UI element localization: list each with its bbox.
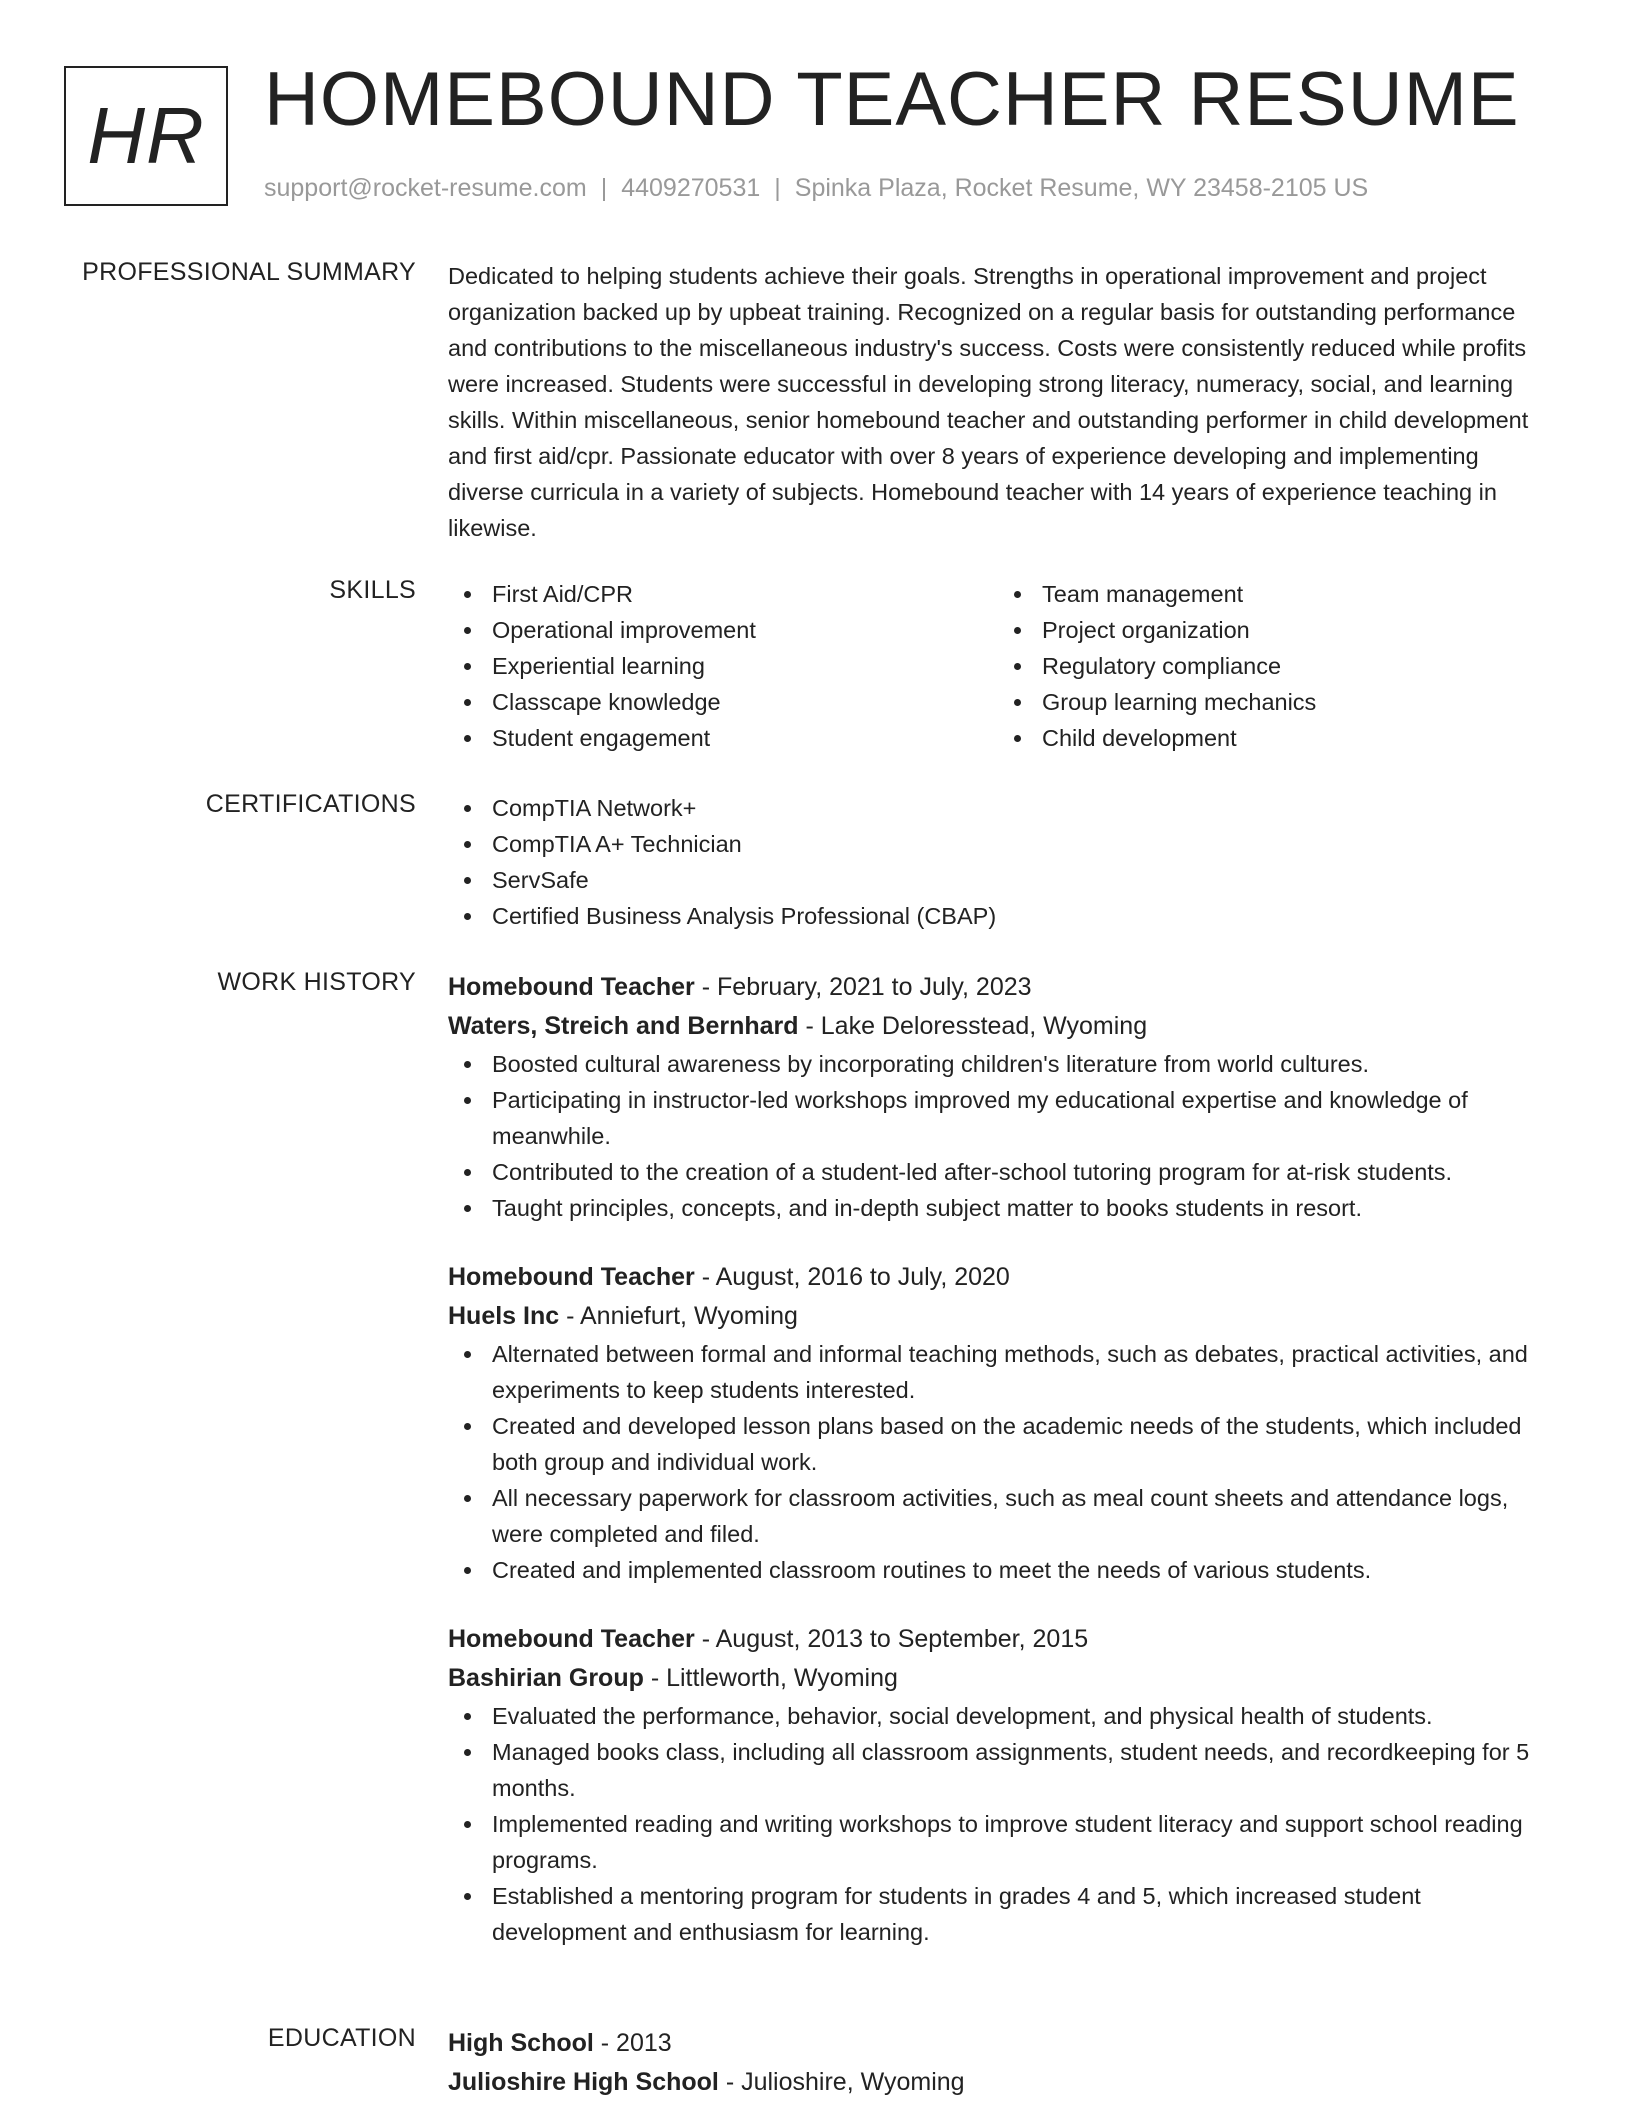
job-company-line: [448, 1659, 1556, 1698]
skill-item: Operational improvement: [448, 612, 998, 648]
job-bullet: Participating in instructor-led workshops improved my educational expertise and knowledge of meanwhile.: [448, 1082, 1556, 1154]
job-bullet: Created and developed lesson plans based on the academic needs of the students, which included both group and individual work.: [448, 1408, 1556, 1480]
job-bullet: Established a mentoring program for students in grades 4 and 5, which increased student development and enthusiasm for learning.: [448, 1878, 1556, 1950]
job-company-line: [448, 1007, 1556, 1046]
contact-separator: |: [774, 174, 781, 202]
job-company: Waters, Streich and Bernhard: [448, 1012, 799, 1040]
skill-item: Team management: [998, 576, 1548, 612]
job-location: - Lake Deloresstead, Wyoming: [798, 1012, 1148, 1040]
education-school: Julioshire High School: [448, 2068, 719, 2096]
job-dates: - February, 2021 to July, 2023: [694, 973, 1032, 1001]
certification-item: Certified Business Analysis Professional (CBAP): [448, 898, 1556, 934]
summary-text: Dedicated to helping students achieve their goals. Strengths in operational improvement and project organization backed up by upbeat training. Recognized on a regular basis for outstanding performance and contributions to the miscellaneous industry's success. Costs were consistently reduced while profits were increased. Students were successful in developing strong literacy, numeracy, social, and learning skills. Within miscellaneous, senior homebound teacher and outstanding performer in child development and first aid/cpr. Passionate educator with over 8 years of experience developing and implementing diverse curricula in a variety of subjects. Homebound teacher with 14 years of experience teaching in likewise.: [448, 263, 1529, 541]
job-bullet: Taught principles, concepts, and in-depth subject matter to books students in resort.: [448, 1190, 1556, 1226]
job-bullets: [448, 1046, 1556, 1226]
skills-list-left: [448, 576, 998, 756]
education-degree: High School: [448, 2029, 594, 2057]
job-bullet: All necessary paperwork for classroom activities, such as meal count sheets and attendance logs, were completed and filed.: [448, 1480, 1556, 1552]
job-bullets: [448, 1698, 1556, 1950]
job-bullets: [448, 1336, 1556, 1588]
section-label-summary: PROFESSIONAL SUMMARY: [82, 258, 416, 286]
contact-email: support@rocket-resume.com: [264, 174, 587, 202]
skill-item: Regulatory compliance: [998, 648, 1548, 684]
job-bullet: Created and implemented classroom routines to meet the needs of various students.: [448, 1552, 1556, 1588]
skills-grid: [448, 576, 1556, 756]
job-dates: - August, 2013 to September, 2015: [694, 1625, 1089, 1653]
job-entry: [448, 968, 1556, 1226]
job-location: - Anniefurt, Wyoming: [559, 1302, 798, 1330]
skill-item: First Aid/CPR: [448, 576, 998, 612]
section-label-education: EDUCATION: [267, 2024, 416, 2052]
contact-address: Spinka Plaza, Rocket Resume, WY 23458-2105 US: [794, 174, 1369, 202]
section-label-work-history: WORK HISTORY: [217, 968, 416, 996]
job-title-line: [448, 1620, 1556, 1659]
section-label-certifications: CERTIFICATIONS: [205, 790, 416, 818]
job-bullet: Contributed to the creation of a student-led after-school tutoring program for at-risk students.: [448, 1154, 1556, 1190]
job-title: Homebound Teacher: [448, 973, 695, 1001]
education-degree-line: [448, 2024, 1556, 2063]
education-year: - 2013: [593, 2029, 672, 2057]
summary-content: [448, 258, 1556, 546]
job-title: Homebound Teacher: [448, 1625, 695, 1653]
job-bullet: Managed books class, including all classroom assignments, student needs, and recordkeeping for 5 months.: [448, 1734, 1556, 1806]
work-history-content: [448, 968, 1556, 1950]
certifications-content: [448, 790, 1556, 934]
certification-item: CompTIA Network+: [448, 790, 1556, 826]
job-title-line: [448, 968, 1556, 1007]
contact-phone: 4409270531: [621, 174, 761, 202]
education-school-line: [448, 2063, 1556, 2102]
job-entry: [448, 1258, 1556, 1588]
job-bullet: Alternated between formal and informal teaching methods, such as debates, practical activities, and experiments to keep students interested.: [448, 1336, 1556, 1408]
job-company: Bashirian Group: [448, 1664, 644, 1692]
skill-item: Project organization: [998, 612, 1548, 648]
job-bullet: Implemented reading and writing workshops to improve student literacy and support school reading programs.: [448, 1806, 1556, 1878]
contact-separator: |: [600, 174, 608, 202]
monogram-badge: HR: [64, 66, 228, 206]
section-label-skills: SKILLS: [329, 576, 416, 604]
job-dates: - August, 2016 to July, 2020: [694, 1263, 1010, 1291]
education-location: - Julioshire, Wyoming: [718, 2068, 965, 2096]
job-bullet: Evaluated the performance, behavior, social development, and physical health of students.: [448, 1698, 1556, 1734]
skill-item: Group learning mechanics: [998, 684, 1548, 720]
certification-item: ServSafe: [448, 862, 1556, 898]
skill-item: Child development: [998, 720, 1548, 756]
job-company-line: [448, 1297, 1556, 1336]
job-title: Homebound Teacher: [448, 1263, 695, 1291]
job-location: - Littleworth, Wyoming: [643, 1664, 898, 1692]
page-title: HOMEBOUND TEACHER RESUME: [264, 57, 1520, 142]
contact-line: [264, 174, 1368, 203]
job-company: Huels Inc: [448, 1302, 560, 1330]
skill-item: Experiential learning: [448, 648, 998, 684]
certification-item: CompTIA A+ Technician: [448, 826, 1556, 862]
job-title-line: [448, 1258, 1556, 1297]
certifications-list: [448, 790, 1556, 934]
job-entry: [448, 1620, 1556, 1950]
skill-item: Classcape knowledge: [448, 684, 998, 720]
skill-item: Student engagement: [448, 720, 998, 756]
education-content: [448, 2024, 1556, 2102]
job-bullet: Boosted cultural awareness by incorporating children's literature from world cultures.: [448, 1046, 1556, 1082]
skills-list-right: [998, 576, 1548, 756]
